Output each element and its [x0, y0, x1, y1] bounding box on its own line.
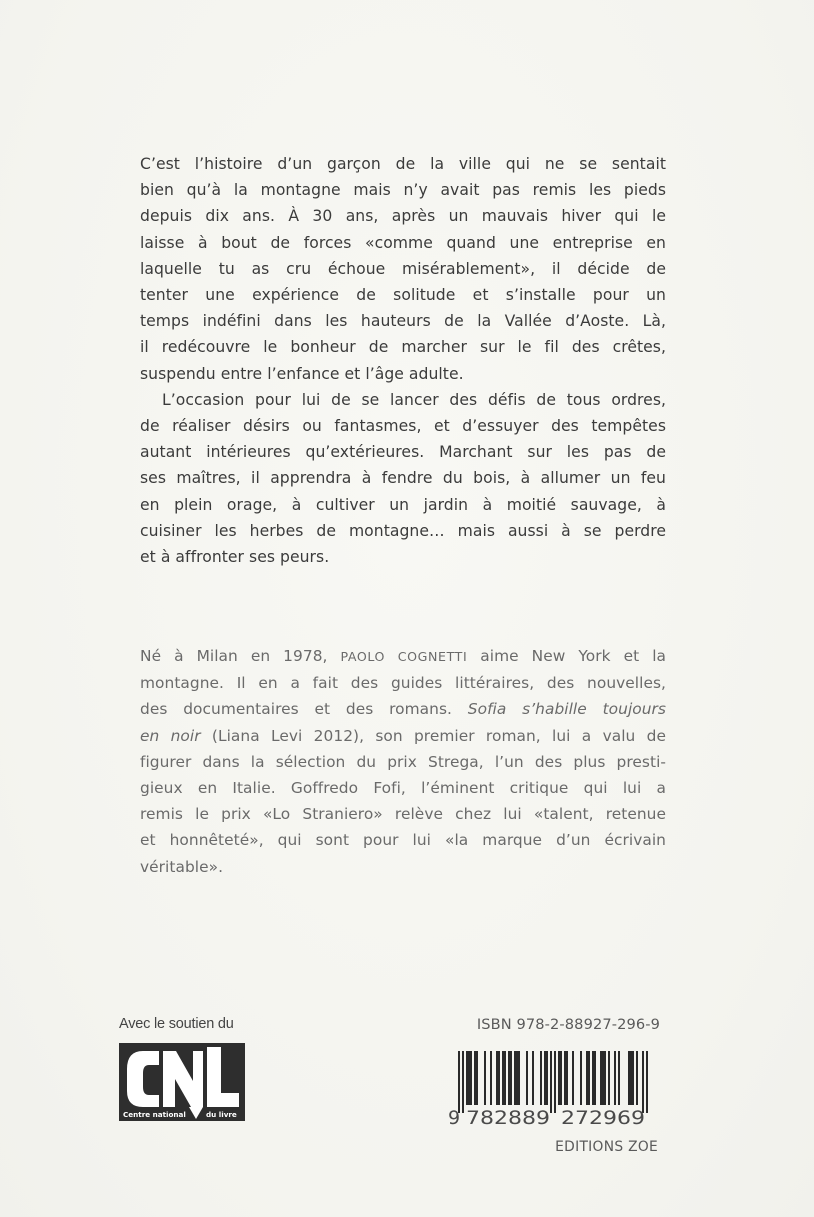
barcode-bar — [498, 1051, 500, 1105]
barcode-bar — [468, 1051, 470, 1105]
barcode-bar — [614, 1051, 616, 1105]
barcode-bar — [484, 1051, 486, 1105]
barcode-bar — [636, 1051, 638, 1105]
barcode-bar — [502, 1051, 504, 1105]
barcode-bar — [544, 1051, 546, 1105]
barcode-bar — [508, 1051, 510, 1105]
barcode-bar — [490, 1051, 492, 1105]
blurb-line: autant intérieures qu’extérieures. Marchant sur les pas de — [140, 443, 666, 462]
barcode-bar — [632, 1051, 634, 1105]
bio-line: et honnêteté», qui sont pour lui «la marque d’un écrivain — [140, 831, 666, 850]
barcode-bar — [518, 1051, 520, 1105]
blurb-line: cuisiner les herbes de montagne… mais aussi à se perdre — [140, 521, 666, 540]
barcode-bar — [504, 1051, 506, 1105]
bio-line: véritable». — [140, 857, 224, 876]
author-name: PAOLO COGNETTI — [340, 649, 468, 664]
barcode-bar — [466, 1051, 468, 1105]
bio-line: remis le prix «Lo Straniero» relève chez lui «talent, retenue — [140, 805, 666, 824]
barcode-bar — [646, 1051, 648, 1113]
barcode-bar — [564, 1051, 566, 1105]
book-blurb — [140, 151, 666, 570]
barcode-bar — [554, 1051, 556, 1113]
barcode-bar — [546, 1051, 548, 1105]
barcode-bar — [526, 1051, 528, 1105]
author-bio — [140, 643, 666, 880]
barcode-bar — [642, 1051, 644, 1113]
barcode-bar — [580, 1051, 582, 1105]
barcode-bar — [628, 1051, 630, 1105]
blurb-line: laquelle tu as cru échoue misérablement», il décide de — [140, 259, 666, 278]
barcode-digit-first: 9 — [448, 1107, 461, 1128]
barcode-bar — [604, 1051, 606, 1105]
blurb-line: temps indéfini dans les hauteurs de la Vallée d’Aoste. Là, — [140, 312, 666, 331]
barcode-bar — [540, 1051, 542, 1105]
barcode-bar — [474, 1051, 476, 1105]
blurb-paragraph-1 — [140, 151, 666, 387]
cnl-caption-right: du livre — [206, 1110, 237, 1119]
publisher-name: EDITIONS ZOE — [555, 1139, 658, 1155]
blurb-line: ses maîtres, il apprendra à fendre du bois, à allumer un feu — [140, 469, 666, 488]
cnl-caption-left: Centre national — [123, 1110, 186, 1119]
support-label: Avec le soutien du — [119, 1016, 234, 1032]
bio-line: gieux en Italie. Goffredo Fofi, l’éminent critique qui lui a — [140, 779, 666, 798]
bio-line — [140, 696, 666, 722]
bio-text: aime New York et la — [467, 647, 666, 665]
bio-line — [140, 723, 666, 749]
barcode-bar — [572, 1051, 574, 1105]
barcode-bar — [462, 1051, 464, 1113]
barcode-digits-left: 782889 — [466, 1107, 550, 1128]
bio-line: figurer dans la sélection du prix Strega, l’un des plus presti- — [140, 752, 666, 771]
barcode-bar — [458, 1051, 460, 1113]
bio-line: montagne. Il en a fait des guides littéraires, des nouvelles, — [140, 674, 666, 693]
barcode-bar — [532, 1051, 534, 1105]
barcode-bar — [586, 1051, 588, 1105]
book-title: en noir — [140, 726, 201, 745]
barcode — [440, 1048, 665, 1128]
blurb-line: il redécouvre le bonheur de marcher sur le fil des crêtes, — [140, 338, 666, 357]
blurb-line: laisse à bout de forces «comme quand une entreprise en — [140, 233, 666, 252]
barcode-bar — [630, 1051, 632, 1105]
barcode-bar — [510, 1051, 512, 1105]
blurb-paragraph-2 — [140, 387, 666, 570]
barcode-bar — [592, 1051, 594, 1105]
barcode-bar — [602, 1051, 604, 1105]
barcode-bar — [560, 1051, 562, 1105]
barcode-bar — [600, 1051, 602, 1105]
barcode-bar — [608, 1051, 610, 1105]
blurb-line: depuis dix ans. À 30 ans, après un mauvais hiver qui le — [140, 207, 666, 226]
bio-text: (Liana Levi 2012), son premier roman, lui a valu de — [200, 726, 666, 745]
barcode-digits-right: 272969 — [561, 1107, 645, 1128]
blurb-line: et à affronter ses peurs. — [140, 548, 330, 567]
barcode-bar — [566, 1051, 568, 1105]
isbn-number: ISBN 978-2-88927-296-9 — [476, 1016, 660, 1033]
barcode-bar — [618, 1051, 620, 1105]
blurb-line: bien qu’à la montagne mais n’y avait pas remis les pieds — [140, 181, 666, 200]
blurb-line: en plein orage, à cultiver un jardin à moitié sauvage, à — [140, 495, 666, 514]
barcode-bar — [496, 1051, 498, 1105]
barcode-bar — [550, 1051, 552, 1113]
barcode-bar — [516, 1051, 518, 1105]
bio-text: Né à Milan en 1978, — [140, 647, 341, 665]
blurb-line: suspendu entre l’enfance et l’âge adulte. — [140, 364, 464, 383]
barcode-bar — [470, 1051, 472, 1105]
bio-line — [140, 643, 666, 670]
barcode-bar — [514, 1051, 516, 1105]
bio-text: des documentaires et des romans. — [140, 700, 468, 719]
blurb-line: tenter une expérience de solitude et s’installe pour un — [140, 286, 666, 305]
barcode-bar — [588, 1051, 590, 1105]
blurb-line: C’est l’histoire d’un garçon de la ville qui ne se sentait — [140, 155, 666, 173]
barcode-bars — [458, 1051, 648, 1113]
barcode-bar — [476, 1051, 478, 1105]
barcode-bar — [594, 1051, 596, 1105]
barcode-bar — [558, 1051, 560, 1105]
book-title: Sofia s’habille toujours — [467, 700, 666, 719]
blurb-line: L’occasion pour lui de se lancer des défis de tous ordres, — [162, 390, 666, 409]
blurb-line: de réaliser désirs ou fantasmes, et d’essuyer des tempêtes — [140, 417, 666, 436]
cnl-logo — [119, 1043, 245, 1121]
